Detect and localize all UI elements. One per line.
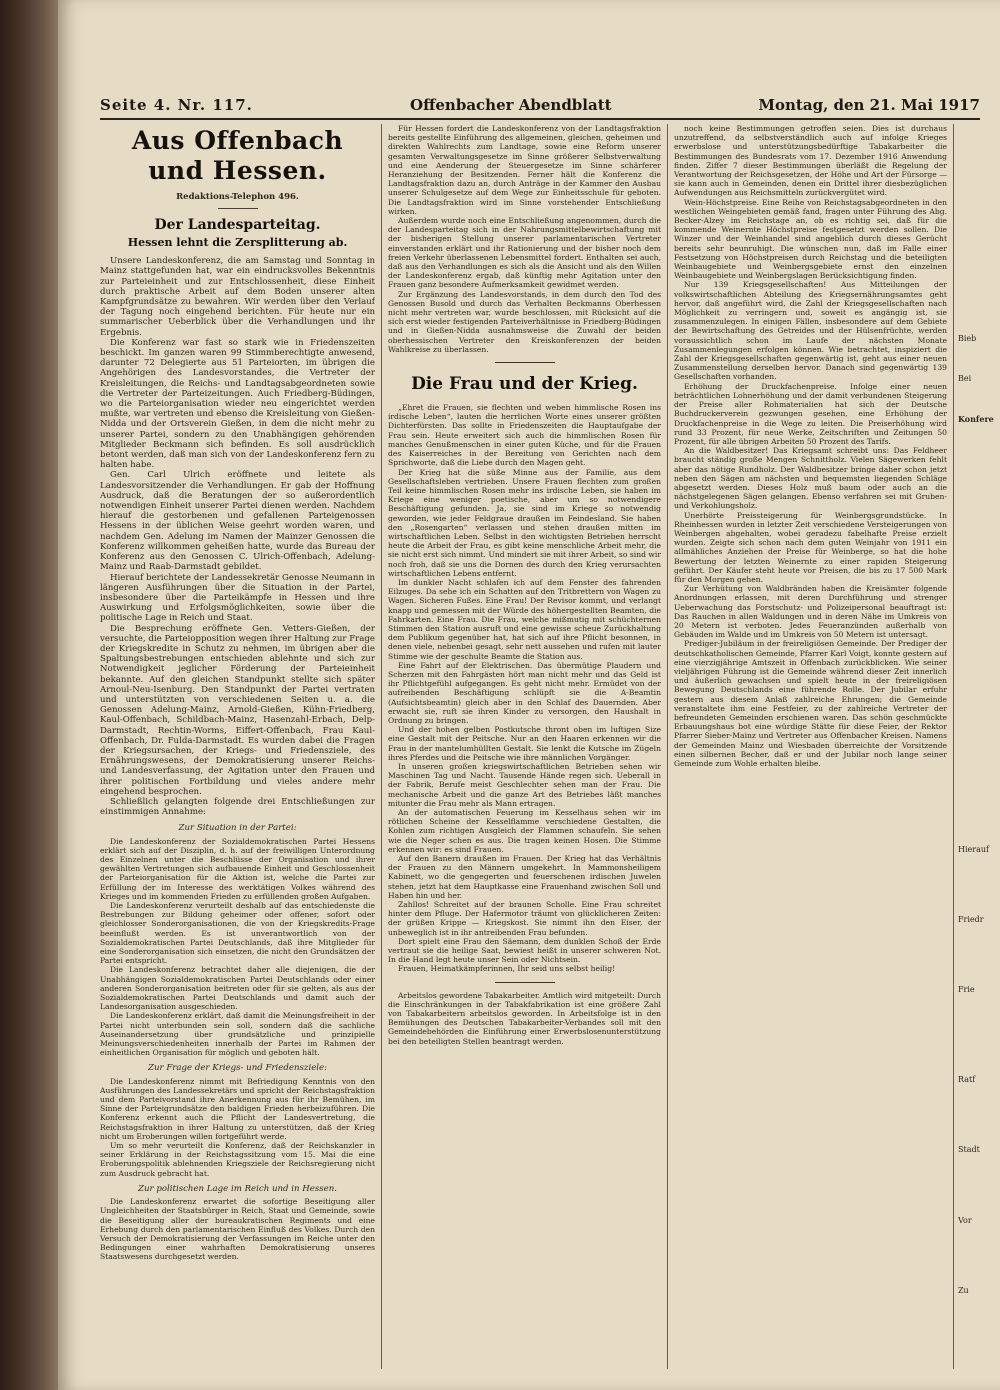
paragraph: Für Hessen fordert die Landeskonferenz von der Landtagsfraktion bereits gestellte Einführung des allgemeinen, gleichen, geheimen und direkten Wahlrechts zum Landtage, sowie eine Reform unserer gesamten Verwaltungsgesetze im Sinne größerer Selbstverwaltung und eine Aenderung der Steuergesetze im Sinne schärferer Heranziehung der Besitzenden. Ferner hält die Konferenz die Landtagsfraktion dazu an, durch Anträge in der Kammer den Ausbau unserer Schulgesetze auf dem Wege zur Einheitsschule für geboten. Die Landtagsfraktion wird im Sinne vorstehender Entschließung wirken. (388, 124, 661, 216)
news-item: Erhöhung der Druckfachenpreise. Infolge einer neuen beträchtlichen Lohnerhöhung und der damit verbundenen Steigerung der Preise aller Rohmaterialien hat sich der Deutsche Buchdruckerverein gezwungen gesehen, eine Erhöhung der Druckfachenpreise in die Wege zu leiten. Die Preiserhöhung wird rund 33 Prozent, für neue Werke, Zeitschriften und Zeitungen 50 Prozent, für alle übrigen Arbeiten 50 Prozent des Tarifs. (674, 381, 947, 446)
book-binding (0, 0, 58, 1390)
text-fragment: Bieb (958, 334, 977, 343)
news-item: Nur 139 Kriegsgesellschaften! Aus Mitteilungen der volkswirtschaftlichen Abteilung des Kriegsernährungsamtes geht hervor, daß angeführt wird, die Zahl der Kriegsgesellschaften nach Möglichkeit zu verringern und, soweit es angängig ist, sie zusammenzulegen. In einigen Fällen, insbesondere auf dem Gebiete der Bewirtschaftung des Getreides und der Hülsenfrüchte, werden voraussichtlich schon im Laufe der nächsten Monate Zusammenlegungen erfolgen können. Wie betrachtet, inspiziert die Zahl der Kriegsgesellschaften gegenwärtig ist, geht aus einer neuen Zusammenstellung derselben hervor. Danach sind gegenwärtig 139 Gesellschaften vorhanden. (674, 280, 947, 382)
resolution-text: Die Landeskonferenz betrachtet daher alle diejenigen, die der Unabhängigen Sozialdemokratischen Partei Deutschlands oder einer anderen Sonderorganisation beitreten oder für sie gelten, als aus der Sozialdemokratischen Partei Deutschlands und damit auch der Landesorganisation ausgeschieden. (100, 965, 375, 1012)
resolution-text: Die Landeskonferenz erklärt, daß damit die Meinungsfreiheit in der Partei nicht unterbunden sein soll, sondern daß die sachliche Auseinandersetzung über grundsätzliche und prinzipielle Meinungsverschiedenheiten innerhalb der Partei im Rahmen der einheitlichen Organisation für möglich und geboten hält. (100, 1011, 375, 1058)
page-number: Seite 4. Nr. 117. (100, 96, 253, 114)
paragraph: Außerdem wurde noch eine Entschließung angenommen, durch die der Landesparteitag sich in der Nahrungsmittelbewirtschaftung mit der bisherigen Stellung unserer parlamentarischen Vertreter einverstanden erklärt und ihr Rationierung und der bisher noch dem freien Verkehr überlassenen Lebensmittel fordert. Enthalten sei auch, daß aus den Verhandlungen es sich als die Ansicht und als den Willen der Landeskonferenz ergab, daß künftig mehr Agitation unter den Frauen ganz besondere Aufmerksamkeit gewidmet werden. (388, 216, 661, 290)
news-item: An die Waldbesitzer! Das Kriegsamt schreibt uns: Das Feldheer braucht ständig große Mengen Schnittholz. Vielen Sägewerken fehlt aber das nötige Rundholz. Der Waldbesitzer bringe daher schon jetzt neben den Sägen am nächsten und bequemsten liegenden Schläge abgesetzt werden. Dieses Holz muß baum oder auch an die nächstgelegenen Sägen gelangen. Ebenso verfahren sei mit Gruben- und Verkohlungsholz. (674, 446, 947, 511)
resolution-text: Die Landeskonferenz nimmt mit Befriedigung Kenntnis von den Ausführungen des Landessekretärs und spricht der Reichstagsfraktion und dem Parteivorstand ihre Anerkennung aus für ihr Bemühen, im Sinne der Parteigrundsätze den baldigen Frieden herbeizuführen. Die Konferenz erkennt auch die Pflicht der Landesvertretung, die Reichstagsfraktion in ihrer Haltung zu unterstützen, daß der Krieg nicht um Eroberungen willen fortgeführt werde. (100, 1076, 375, 1141)
newspaper-title: Offenbacher Abendblatt (410, 96, 612, 114)
paragraph: An der automatischen Feuerung im Kesselhaus sehen wir im rötlichen Scheine der Kesselflamme verschiedene Gestalten, die Kohlen zum richtigen Ausgleich der Flammen schaufeln. Sie sehen wie die Neger schen es aus. Die tragen keinen Hosen. Die Stimme erkennen wir: es sind Frauen. (388, 808, 661, 854)
newspaper-page (58, 0, 1000, 1390)
article-headline: Der Landesparteitag. (154, 217, 321, 234)
news-item: Unerhörte Preissteigerung für Weinbergsgrundstücke. In Rheinhessen wurden in letzter Zeit verschiedene Versteigerungen von Weinbergen abgehalten, wobei geradezu fabelhafte Preise erzielt wurden. Zeigte sich schon nach dem guten Weinjahr von 1911 ein allmähliches Anziehen der Preise für Weinberge, so hat die hohe Bewertung der letzten Weinernte zu einer rapiden Steigerung geführt. Der Käufer steht heute vor Preisen, die bis zu 17 500 Mark für den Morgen gehen. (674, 510, 947, 584)
text-fragment: Friedr (958, 914, 984, 924)
paragraph: Die Besprechung eröffnete Gen. Vetters-Gießen, der versuchte, die Parteiopposition wegen ihrer Haltung zur Frage der Kriegskredite in Schutz zu nehmen, im übrigen aber die Spaltungsbestrebungen entschieden ablehnte und sich zur Notwendigkeit jeglicher Förderung der Parteieinheit bekannte. Auf den gleichen Standpunkt stellte sich später Arnoul-Neu-Isenburg. Den Standpunkt der Partei vertraten und unterstützten von verschiedenen Seiten u. a. die Genossen Adelung-Mainz, Arnold-Gießen, Kühn-Friedberg, Kaul-Offenbach, Schildbach-Mainz, Hasenzahl-Erbach, Delp-Darmstadt, Rechtin-Worms, Eiffert-Offenbach, Frau Kaul-Offenbach, Dr. Fulda-Darmstadt. Es wurden dabei die Fragen der Kriegsursachen, der Kriegs- und Friedensziele, des Ernährungswesens, der Demokratisierung unserer Reichs- und Landesverfassung, der Agitation unter den Frauen und ihrer politischen Fortbildung und vieles andere mehr eingehend besprochen. (100, 623, 375, 797)
paragraph: Gen. Carl Ulrich eröffnete und leitete als Landesvorsitzender die Verhandlungen. Er gab der Hoffnung Ausdruck, daß die Beratungen der so außerordentlich notwendigen Einheit unserer Partei dienen werden. Nachdem hierauf die gestorbenen und gefallenen Parteigenossen Hessens in der üblichen Weise geehrt worden waren, und nachdem Gen. Adelung im Namen der Mainzer Genossen die Konferenz willkommen geheißen hatte, wurde das Bureau der Konferenz aus den Genossen C. Ulrich-Offenbach, Adelung-Mainz und Raab-Darmstadt gebildet. (100, 470, 375, 573)
paragraph: Hierauf berichtete der Landessekretär Genosse Neumann in längeren Ausführungen über die Situation in der Partei, insbesondere über die Parteikämpfe in Hessen und ihre Auswirkung und Erfolgsmöglichkeiten, sowie über die politische Lage in Reich und Staat. (100, 572, 375, 624)
news-item: noch keine Bestimmungen getroffen seien. Dies ist durchaus unzutreffend, da selbstverständlich auch auf infolge Krieges erwerbslose und unterstützungsbedürftige Tabakarbeiter die Bestimmungen des Bundesrats vom 17. Dezember 1916 Anwendung finden. Ziffer 7 dieser Bestimmungen überläßt die Regelung der Verantwortung der Reichsgesetzen, der Höhe und Art der Fürsorge — sie kann auch in Gemeinden, denen ein Drittel ihrer diesbezüglichen Aufwendungen aus Reichsmitteln zurückvergütet wird. (674, 124, 947, 198)
article-headline: Die Frau und der Krieg. (411, 374, 638, 395)
divider (218, 208, 258, 209)
column-1 (100, 124, 375, 1369)
paragraph: Eine Fahrt auf der Elektrischen. Das übermütige Plaudern und Scherzen mit den Fahrgästen hört man nicht mehr und das Geld ist ihr Pflichtgefühl aufgegangen. Es geht nicht mehr. Ermüdet von der aufreibenden Beschäftigung schlüpft sie die A-Beamtin (Aufsichtsbeamtin) gleich aber in den Schlaf des Dauernden. Aber erwacht sie, ruft sie ihren Kinder zu versorgen, den Haushalt in Ordnung zu bringen. (388, 660, 661, 725)
resolution-heading: Zur Frage der Kriegs- und Friedensziele: (147, 1063, 328, 1074)
column-divider (381, 124, 382, 1369)
text-fragment: Zu (958, 1285, 969, 1295)
resolution-heading: Zur Situation in der Partei: (178, 823, 297, 834)
column-4-partial (958, 124, 1000, 1369)
editorial-phone: Redaktions-Telephon 496. (176, 192, 299, 202)
resolution-heading: Zur politischen Lage im Reich und in Hessen. (137, 1183, 338, 1194)
news-item: Prediger-Jubiläum in der freireligiösen Gemeinde. Der Prediger der deutschkatholischen Gemeinde, Pfarrer Karl Voigt, konnte gestern auf eine vierzigjährige Amtszeit in Offenbach zurückblicken. Wie seiner vieljährigen Führung ist die Gemeinde während dieser Zeit innerlich und äußerlich gewachsen und spielt heute in der freireligiösen Bewegung Deutschlands eine führende Rolle. Der Jubilar erfuhr gestern aus diesem Anlaß zahlreiche Ehrungen; die Gemeinde veranstaltete ihm eine Festfeier, zu der zahlreiche Vertreter der befreundeten Gemeinden erschienen waren. Das schön geschmückte Erbauungshaus bot eine würdige Stätte für diese Feier, der Rektor Pfarrer Sieber-Mainz und Vertreter aus Offenbacher Kreisen. Namens der Gemeinden Mainz und Wiesbaden überreichte der Vorsitzende einen silbernen Becher, daß er und der Jubilar noch lange seiner Gemeinde zum Wohle erhalten bleibe. (674, 639, 947, 769)
column-divider (667, 124, 668, 1369)
article-subheadline: Hessen lehnt die Zersplitterung ab. (127, 236, 348, 250)
column-3 (674, 124, 947, 1369)
text-fragment: Frie (958, 985, 975, 995)
text-fragment: Hierauf (958, 844, 989, 854)
news-item: Wein-Höchstpreise. Eine Reihe von Reichstagsabgeordneten in den westlichen Weingebieten gemäß fand, fragen unter Führung des Abg. Becker-Alzey im Reichstage an, ob es richtig sei, daß für die kommende Weinernte Höchstpreise festgesetzt werden sollen. Die Winzer und der Weinhandel sind angeblich durch dieses Gerücht bereits sehr beunruhigt. Die wünschen nun, daß im Falle einer Festsetzung von Höchstpreisen durch Reichstag und die beteiligten Weinbaugebiete und Weinbergsgebiete ernst den einzelnen Weinbaugebiete und Weinbergslagen Berücksichtigung finden. (674, 197, 947, 281)
paragraph: „Ehret die Frauen, sie flechten und weben himmlische Rosen ins irdische Leben“, lauten die herrlichen Worte eines unserer größten Dichterfürsten. Das sollte in Friedenszeiten die Hauptaufgabe der Frau sein. Heute erweitert sich auch die himmlischen Rosen für manches Genußmenschen in einer guten Küche, und für die Frauen des Kaiserreiches in der Bereitung von Gerichten nach dem Sprichworte, daß die Liebe durch den Magen geht. (388, 403, 661, 468)
column-2 (388, 124, 661, 1369)
paragraph: Und der hohen gelben Postkutsche thront oben im luftigen Size eine Gestalt mit der Peitsche. Nur an den Haaren erkennen wir die Frau in der mantelumhüllten Gestalt. Sie lenkt die Kutsche im Zügeln ihres Pferdes und die Peitsche wie ihre männlichen Vorgänger. (388, 725, 661, 762)
resolution-text: Die Landeskonferenz der Sozialdemokratischen Partei Hessens erklärt sich auf der Disziplin, d. h. auf der freiwilligen Unterordnung des Einzelnen unter die Beschlüsse der Organisation und ihrer gewählten Vertretungen sich aufbauende Einheit und Geschlossenheit der Parteiorganisation für die Aktion ist, welche die Partei zur Erfüllung der im Interesse des werktätigen Volkes während des Krieges und im kommenden Frieden zu erfüllenden großen Aufgaben. (100, 836, 375, 901)
divider (495, 362, 555, 363)
resolution-text: Um so mehr verurteilt die Konferenz, daß der Reichskanzler in seiner Erklärung in der Reichstagssitzung vom 15. Mai die eine Eroberungspolitik ablehnenden Kriegsziele der Reichsregierung nicht zum Ausdruck gebracht hat. (100, 1141, 375, 1178)
paragraph: Dort spielt eine Frau den Säemann, dem dunklen Schoß der Erde vertraut sie die heilige Saat, bewiest heißt in unserer schweren Not. In die Hand legt heute unser Sein oder Nichtsein. (388, 936, 661, 965)
paragraph: Der Krieg hat die süße Minne aus der Familie, aus dem Gesellschaftsleben vertrieben. Unsere Frauen flechten zum großen Teil keine himmlischen Rosen mehr ins irdische Leben, sie haben im Kriege eine weniger poetische, aber um so notwendigere Beschäftigung gefunden. Ja, sie sind im Kriege so notwendig geworden, wie jeder Feldgraue draußen im Feindesland. Sie haben den „Rosengarten“ verlassen und stehen draußen mitten im wirtschaftlichen Leben. Selbst in den wichtigsten Betrieben herrscht heute die Arbeit der Frau, es gibt keine menschliche Arbeit mehr, die sie nicht erst sich nimmt. Und mindert sie mit ihrer Arbeit, so sind wir noch froh, daß sie uns die Dornen des durch den Krieg verursachten wirtschaftlichen Lebens entfernt. (388, 467, 661, 578)
news-item: Zur Verhütung von Waldbränden haben die Kreisämter folgende Anordnungen erlassen, mit deren Durchführung und strenger Ueberwachung das Forstschutz- und Polizeipersonal beauftragt ist: Das Rauchen in allen Waldungen und in deren Nähe im Umkreis von 20 Metern ist verboten. Jedes Feueranzünden außerhalb von Gebäuden im Walde und im Umkreis von 50 Metern ist untersagt. (674, 584, 947, 640)
text-fragment: Konfere (958, 414, 994, 425)
resolution-text: Die Landeskonferenz erwartet die sofortige Beseitigung aller Ungleichheiten der Staatsbürger in Reich, Staat und Gemeinde, sowie die Beseitigung aller der bureaukratischen Regiments und eine Erhebung durch den parlamentarischen Einfluß des Volkes. Durch den Versuch der Demokratisierung der Verfassungen im Reiche unter den Bedingungen einer wahrhaften Demokratisierung unseres Staatswesens durchgesetzt werden. (100, 1197, 375, 1262)
text-fragment: Stadt (958, 1145, 980, 1155)
paragraph: Auf den Banern draußen im Frauen. Der Krieg hat das Verhältnis der Frauen zu den Männern umgekehrt. In Mammonsheiligem Kabinett, wo die gengegerten und feuerschenen irdischen Juwelen stehen, jetzt hat dem Hauptkasse eine Frauenhand zwischen Soll und Haben hin und her. (388, 854, 661, 900)
news-notice: Arbeitslos gewordene Tabakarbeiter. Amtlich wird mitgeteilt: Durch die Einschränkungen in der Tabakfabrikation ist eine größere Zahl von Tabakarbeitern arbeitslos geworden. In Arbeitsfolge ist in den Bemühungen des Deutschen Tabakarbeiter-Verbandes soll mit den Gemeindebehörden die Einführung einer Erwerbslosenunterstützung bei den beteiligten Stellen beantragt werden. (388, 990, 661, 1046)
header-rule (100, 118, 980, 120)
paragraph: Unsere Landeskonferenz, die am Samstag und Sonntag in Mainz stattgefunden hat, war ein eindrucksvolles Bekenntnis zur Parteieinheit und zur Entschlossenheit, diese Einheit durch praktische Arbeit auf dem Boden unserer alten Kampfgrundsätze zu bewahren. Wir werden über den Verlauf der Tagung noch eingehend berichten. Für heute nur ein summarischer Ueberblick über die Verhandlungen und ihr Ergebnis. (100, 256, 375, 338)
paragraph: Schließlich gelangten folgende drei Entschließungen zur einstimmigen Annahme: (100, 796, 375, 818)
section-masthead: Aus Offenbach und Hessen. (131, 126, 344, 185)
issue-date: Montag, den 21. Mai 1917 (758, 96, 980, 114)
article-closing: Frauen, Heimatkämpferinnen, Ihr seid uns selbst heilig! (398, 964, 616, 974)
column-divider (953, 124, 954, 1369)
text-fragment: Bei (958, 374, 972, 384)
text-fragment: Vor (958, 1215, 972, 1225)
paragraph: Im dunkler Nacht schlafen ich auf dem Fenster des fahrenden Eilzuges. Da sehe ich ein Schatten auf den Tritbrettern von Wagen zu Wagen. Sicheren Fußes. Eine Frau! Der Revisor kommt, und verlangt knapp und gemessen mit der Würde des höhergestellten Beamten, die Fahrkarten. Eine Frau. Die Frau, welche mißmutig mit schüchternen Stimmen den Station ausruft und eine gewisse scheue Zurückhaltung dem Publikum gegenüber hat, hat sich auf ihre Pflicht besonnen, in denen viele, nebenbei gesagt, sehr nett aussehen und rufen mit lauter Stimme wie der geschulte Beamte die Station aus. (388, 577, 661, 661)
paragraph: In unseren großen kriegswirtschaftlichen Betrieben sehen wir Maschinen Tag und Nacht. Tausende Hände regen sich. Ueberall in der Fabrik, Berufe meist Geschlechter sehen man der Frau. Die mechanische Arbeit und die ganze Art des Betriebes läßt manches mitunter die Frau mehr als Mann ertragen. (388, 762, 661, 808)
resolution-text: Die Landeskonferenz verurteilt deshalb auf das entschiedenste die Bestrebungen zur Bildung geheimer oder offener, sofort oder gleichlosser Sonderorganisationen, die von der Kriegskredits-Frage beeinflußt werden. Es ist unverantwortlich von der Sozialdemokratischen Partei Deutschlands, daß ihre Mitglieder für eine Sonderorganisation sich einsetzen, die nicht den Grundsätzen der Partei entspricht. (100, 901, 375, 966)
page-header (100, 96, 980, 120)
paragraph: Zahllos! Schreitet auf der braunen Scholle. Eine Frau schreitet hinter dem Pfluge. Der Hafermotor träumt von glücklicheren Zeiten: der grüßen Krippe — Kriegskost. Sie nimmt ihn den Eiser, der unbeweglich ist in ihr antreibenden Frau befunden. (388, 900, 661, 937)
paragraph: Zur Ergänzung des Landesvorstands, in dem durch den Tod des Genossen Busold und durch das Verhalten Beckmanns Oberhessen nicht mehr vertreten war, wurde beschlossen, mit Rücksicht auf die sich erst wieder festigenden Parteiverhältnisse in Friedberg-Büdingen und in Gießen-Nidda ausnahmsweise die Zuwahl der beiden oberhessischen Vertreter den Kreiskonferenzen der beiden Wahlkreise zu überlassen. (388, 289, 661, 354)
paragraph: Die Konferenz war fast so stark wie in Friedenszeiten beschickt. Im ganzen waren 99 Stimmberechtigte anwesend, darunter 72 Delegierte aus 51 Parteiorten, im übrigen die Angehörigen des Landesvorstandes, die Vertreter der Kreisleitungen, die Reichs- und Landtagsabgeordneten sowie die Vertreter der Parteizeitungen. Auch Friedberg-Büdingen, wo die Parteiorganisation wieder neu eingerichtet werden mußte, war vertreten und ebenso die Kreisleitung von Gießen-Nidda und der Ortsverein Gießen, in dem die nicht mehr zu unserer Partei, sondern zu den Unabhängigen gehörenden Mitglieder Beckmann sich befinden. Es soll ausdrücklich betont werden, daß man sich von der Landeskonferenz fern zu halten habe. (100, 337, 375, 471)
text-fragment: Ratf (958, 1075, 976, 1085)
divider (495, 982, 555, 983)
